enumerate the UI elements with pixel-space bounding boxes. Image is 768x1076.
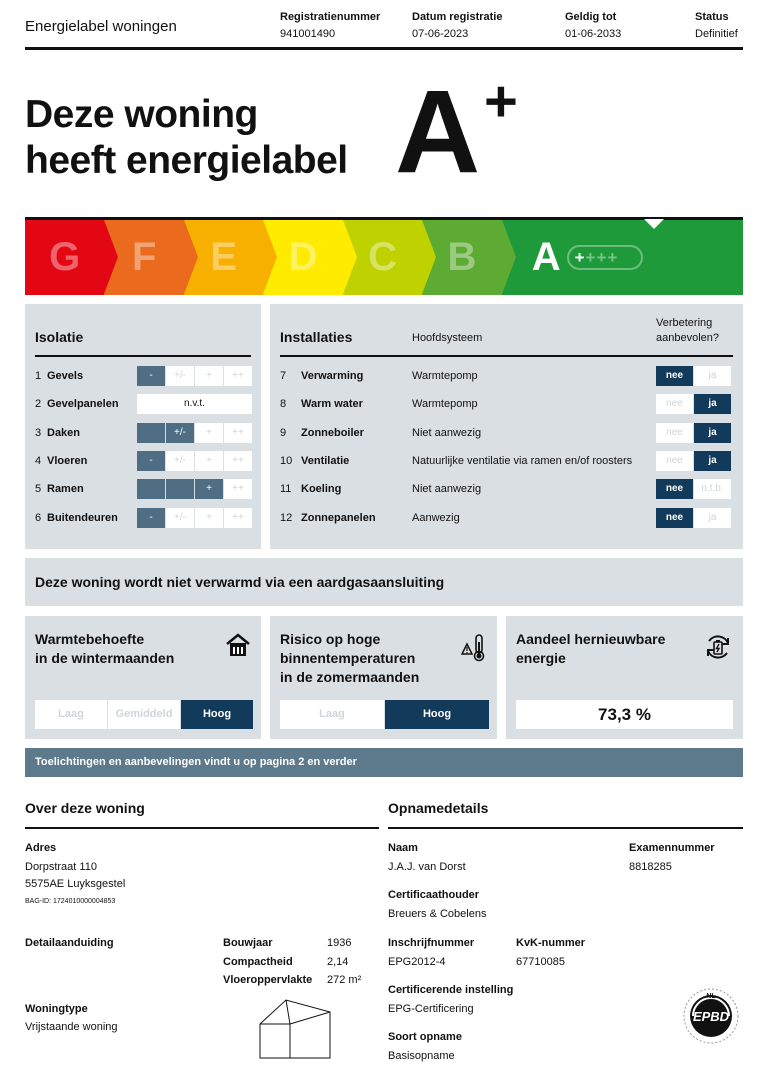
isolatie-rating [137,394,253,414]
geldig-tot [565,11,621,40]
installatie-row [280,394,363,414]
datum-registratie [412,11,502,40]
rating-cell: ++ [224,479,252,499]
isolatie-title: Isolatie [35,329,84,345]
row-number: 7 [280,370,287,382]
vloeroppervlakte-label: Vloeroppervlakte [223,974,313,986]
option-nee: nee [656,451,693,471]
document-title: Energielabel woningen [25,18,177,35]
geldig-tot-label: Geldig tot [565,11,617,23]
house-heat-icon [225,632,251,663]
inschrijfnummer-label: Inschrijfnummer [388,937,475,949]
row-number: 2 [35,398,42,411]
active-class-pointer [644,219,664,229]
hero-heading [25,92,348,184]
rating-cell: - [137,366,165,386]
status-value: Definitief [695,28,738,40]
risico-title [280,630,419,687]
risico-title-line-3: in de zomermaanden [280,669,420,685]
geldig-tot-value: 01-06-2033 [565,28,622,40]
isolatie-row [35,423,80,443]
datum-registratie-label: Datum registratie [412,11,503,23]
row-name: Buitendeuren [47,511,118,524]
scale-option-hoog: Hoog [181,700,253,729]
energy-label-letter: A [395,66,478,198]
energy-class-g [25,220,104,295]
warmtebehoefte-title [35,630,174,668]
kvk-value: 67710085 [516,956,565,968]
hernieuwbaar-value: 73,3 % [516,700,733,729]
kvk-label: KvK-nummer [516,937,586,949]
rating-cell: + [195,508,223,528]
row-name: Vloeren [47,454,88,467]
row-name: Ramen [47,483,84,496]
epbd-logo-country: NL [706,993,716,1000]
installaties-rule [280,355,733,357]
scale-option-laag: Laag [280,700,384,729]
hoofdsysteem-header: Hoofdsysteem [412,332,483,344]
woningtype-value: Vrijstaande woning [25,1021,118,1033]
option-nee: nee [656,423,693,443]
hero-line-1: Deze woning [25,93,258,136]
certificerende-instelling-label: Certificerende instelling [388,984,514,996]
verbetering-toggle [656,479,732,499]
hernieuwbaar-title-line-2: energie [516,650,566,666]
soort-opname-value: Basisopname [388,1050,455,1062]
energy-class-arrow [263,220,277,294]
scale-option-hoog: Hoog [385,700,489,729]
toelichting-bar: Toelichtingen en aanbevelingen vindt u op pagina 2 en verder [25,748,743,777]
option-nee: nee [656,508,693,528]
verbetering-toggle [656,508,732,528]
isolatie-row [35,394,119,414]
energy-class-letter: D [288,235,318,279]
rating-cell [166,479,194,499]
warmtebehoefte-title-line-2: in de wintermaanden [35,650,175,666]
option-nee: nee [656,394,693,414]
row-name: Ventilatie [301,454,350,467]
row-number: 8 [280,398,287,411]
installaties-title: Installaties [280,329,353,345]
row-number: 6 [35,511,42,524]
row-name: Daken [47,426,81,439]
option-ja: ja [694,394,731,414]
rating-cell: ++ [224,451,252,471]
row-name: Verwarming [301,370,364,382]
compactheid-label: Compactheid [223,956,293,968]
detailaanduiding-label: Detailaanduiding [25,937,114,949]
certificerende-instelling-value: EPG-Certificering [388,1003,474,1015]
hernieuwbaar-title [516,630,665,668]
isolatie-row [35,451,87,471]
installatie-row [280,366,363,386]
scale-option-laag: Laag [35,700,107,729]
rating-cell [137,423,165,443]
registratienummer-value: 941001490 [280,28,336,40]
energy-class-letter: A [531,235,561,279]
row-number: 12 [280,511,293,524]
naam-value: J.A.J. van Dorst [388,861,466,873]
plus-rating-pill [567,245,643,270]
warmtebehoefte-scale [35,700,254,729]
verbetering-header-2: aanbevolen? [656,332,720,344]
row-number: 10 [280,454,293,467]
over-woning-title: Over deze woning [25,800,145,816]
rating-cell: ++ [224,423,252,443]
isolatie-row [35,479,84,499]
isolatie-rating [137,508,253,528]
rating-cell: + [195,366,223,386]
rating-cell: + [195,479,223,499]
row-number: 1 [35,370,42,382]
hero-line-2: heeft energielabel [25,139,348,182]
aardgas-banner: Deze woning wordt niet verwarmd via een aardgasaansluiting [25,558,743,606]
option-ja: ja [694,366,731,386]
examennummer-label: Examennummer [629,842,715,854]
document-header [25,10,743,50]
energy-class-letter: F [131,235,157,279]
option-ja: n.t.b. [694,479,731,499]
rating-cell [137,479,165,499]
hoofdsysteem-value: Warmtepomp [412,370,478,382]
installatie-row [280,423,364,443]
row-number: 11 [280,483,292,496]
hernieuwbaar-title-line-1: Aandeel hernieuwbare [516,631,666,647]
hoofdsysteem-value: Aanwezig [412,511,460,524]
installatie-row [280,508,376,528]
isolatie-panel [25,304,261,549]
rating-cell: - [137,451,165,471]
hoofdsysteem-value: Niet aanwezig [412,483,482,496]
rating-cell: - [137,508,165,528]
verbetering-toggle [656,423,732,443]
verbetering-toggle [656,366,732,386]
adres-label: Adres [25,842,57,854]
isolatie-rating [137,479,253,499]
energy-class-arrow [184,220,198,294]
risico-card [270,616,497,739]
risico-title-line-2: binnentemperaturen [280,650,416,666]
registratienummer-label: Registratienummer [280,11,381,23]
option-nee: nee [656,366,693,386]
energy-class-arrow [104,220,118,294]
compactheid-value: 2,14 [327,956,349,968]
soort-opname-label: Soort opname [388,1031,462,1043]
status-label: Status [695,11,729,23]
bouwjaar-value: 1936 [327,937,352,949]
row-name: Koeling [301,483,342,496]
row-number: 5 [35,483,42,496]
epbd-logo-text: EPBD [692,1009,730,1024]
rating-cell: +/- [166,366,194,386]
risico-scale [280,700,490,729]
risico-title-line-1: Risico op hoge [280,631,381,647]
inschrijfnummer-value: EPG2012-4 [388,956,446,968]
energy-class-letter: C [368,235,397,279]
thermometer-warning-icon [461,632,487,667]
installatie-row [280,451,349,471]
energy-class-arrow [422,220,436,294]
opname-title: Opnamedetails [388,800,489,816]
verbetering-toggle [656,451,732,471]
hoofdsysteem-value: Natuurlijke ventilatie via ramen en/of roosters [412,454,633,467]
rating-cell: n.v.t. [137,394,252,414]
option-nee: nee [656,479,693,499]
row-name: Zonnepanelen [301,511,376,524]
certificaathouder-label: Certificaathouder [388,889,480,901]
energy-class-a [502,220,743,295]
plus-rating-faded: +++ [585,248,619,267]
renewable-energy-icon [703,632,733,667]
rating-cell: +/- [166,451,194,471]
installatie-row [280,479,341,499]
datum-registratie-value: 07-06-2023 [412,28,469,40]
rating-cell: + [195,451,223,471]
rating-cell: ++ [224,366,252,386]
hoofdsysteem-value: Niet aanwezig [412,426,482,439]
detached-house-icon [258,996,334,1067]
naam-label: Naam [388,842,418,854]
isolatie-row [35,366,83,386]
rating-cell: +/- [166,423,194,443]
option-ja: ja [694,508,731,528]
row-name: Gevelpanelen [47,398,119,411]
rating-cell: + [195,423,223,443]
rating-cell: ++ [224,508,252,528]
row-number: 4 [35,454,42,467]
woningtype-label: Woningtype [25,1003,88,1015]
examennummer-value: 8818285 [629,861,672,873]
row-number: 9 [280,426,287,439]
option-ja: ja [694,423,731,443]
status [695,11,738,40]
warmtebehoefte-card [25,616,261,739]
verbetering-toggle [656,394,732,414]
vloeroppervlakte-value: 272 m² [327,974,362,986]
plus-rating-strong: + [574,248,586,267]
isolatie-row [35,508,118,528]
row-name: Zonneboiler [301,426,364,439]
isolatie-rating [137,366,253,386]
energy-class-letter: B [447,235,477,279]
rating-cell: +/- [166,508,194,528]
bag-id: BAG-ID: 1724010000004853 [25,898,116,905]
adres-line-1: Dorpstraat 110 [25,861,97,873]
option-ja: ja [694,451,731,471]
warmtebehoefte-title-line-1: Warmtebehoefte [35,631,145,647]
bouwjaar-label: Bouwjaar [223,937,273,949]
isolatie-rule [35,355,251,357]
certificaathouder-value: Breuers & Cobelens [388,908,487,920]
over-woning-rule [25,827,379,829]
energy-class-arrow [343,220,357,294]
installaties-panel [270,304,743,549]
row-number: 3 [35,426,42,439]
energy-class-letter: G [49,235,81,279]
isolatie-rating [137,451,253,471]
adres-line-2: 5575AE Luyksgestel [25,878,126,890]
energy-class-arrow [502,220,516,294]
scale-option-gemiddeld: Gemiddeld [108,700,180,729]
isolatie-rating [137,423,253,443]
registratienummer [280,11,380,40]
energy-label-plus: + [484,69,518,134]
row-name: Gevels [47,370,84,382]
verbetering-header-1: Verbetering [656,317,713,329]
hoofdsysteem-value: Warmtepomp [412,398,478,411]
hernieuwbaar-card [506,616,743,739]
energy-class-letter: E [210,235,237,279]
opname-rule [388,827,743,829]
energy-class-scale [25,220,743,295]
row-name: Warm water [301,398,363,411]
epbd-logo [681,986,741,1051]
